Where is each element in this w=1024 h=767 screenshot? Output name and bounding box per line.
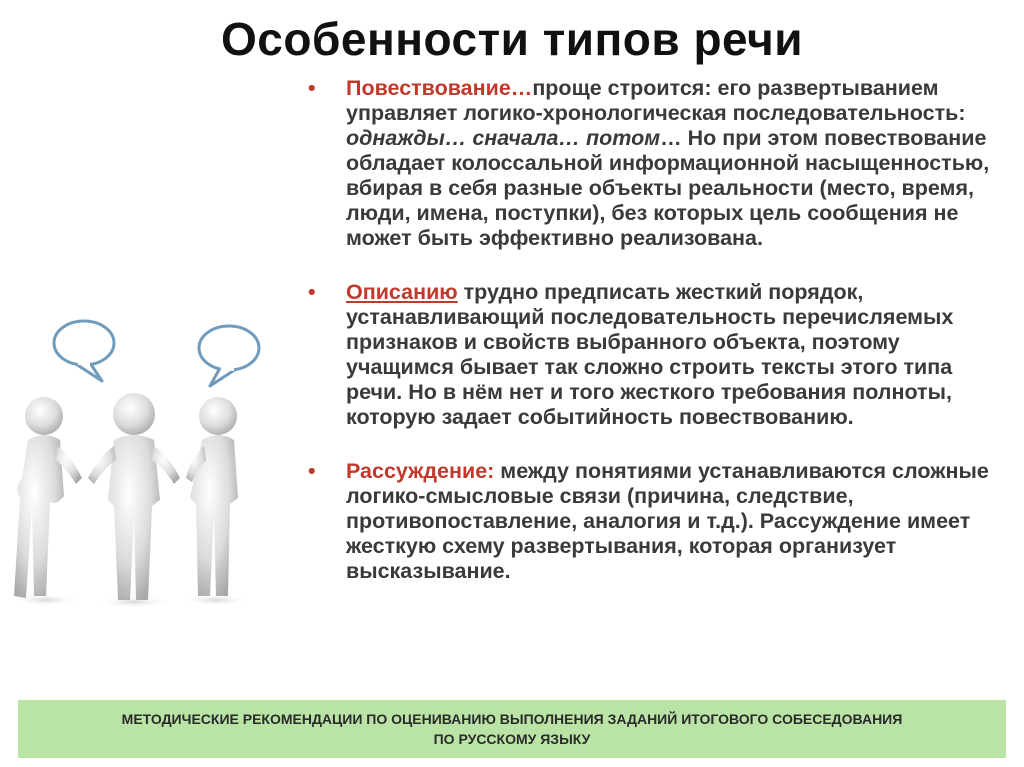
bullet-narration (306, 76, 1006, 251)
bullet-reasoning (306, 459, 1006, 584)
narration-text-1: проще строится: его развертыванием управляет логико-хронологическая последовательность: (346, 76, 966, 125)
bullet-dot: • (308, 459, 316, 483)
bullet-dot: • (308, 76, 316, 100)
bullet-list (306, 76, 1006, 584)
description-text: трудно предписать жесткий порядок, устанавливающий последовательность перечисляемых признаков и свойств выбранного объекта, поэтому учащимся бывает так сложно строить тексты этого типа речи. Но в нём нет и того жесткого требования полноты, которую задает событийность повествованию. (346, 280, 954, 429)
bullet-dot: • (308, 280, 316, 304)
person-figure-middle (88, 393, 180, 600)
footer-line-2: ПО РУССКОМУ ЯЗЫКУ (433, 731, 591, 747)
footer-banner (18, 700, 1006, 758)
person-figure-left (14, 397, 82, 598)
term-narration: Повествование… (346, 76, 533, 100)
term-description: Описанию (346, 280, 458, 304)
person-figure-right (186, 397, 238, 596)
page-title: Особенности типов речи (221, 13, 803, 65)
narration-examples: однажды… сначала… потом (346, 126, 661, 150)
narration-text-2: … Но при этом повествование обладает колоссальной информационной насыщенностью, вбирая в себя разные объекты реальности (место, время, люди, имена, поступки), без которых цель сообщения не может быть эффективно реализована. (346, 126, 990, 250)
footer-line-1: МЕТОДИЧЕСКИЕ РЕКОМЕНДАЦИИ ПО ОЦЕНИВАНИЮ ВЫПОЛНЕНИЯ ЗАДАНИЙ ИТОГОВОГО СОБЕСЕДОВАНИЯ (121, 711, 903, 727)
people-talking-illustration (6, 318, 306, 608)
speech-bubble-icon (199, 326, 259, 386)
bullet-description (306, 280, 1006, 430)
term-reasoning: Рассуждение: (346, 459, 495, 483)
reasoning-text: между понятиями устанавливаются сложные логико-смысловые связи (причина, следствие, противопоставление, аналогия и т.д.). Рассуждение имеет жесткую схему развертывания, которая организует высказывание. (346, 459, 989, 583)
speech-bubble-icon (54, 321, 114, 381)
